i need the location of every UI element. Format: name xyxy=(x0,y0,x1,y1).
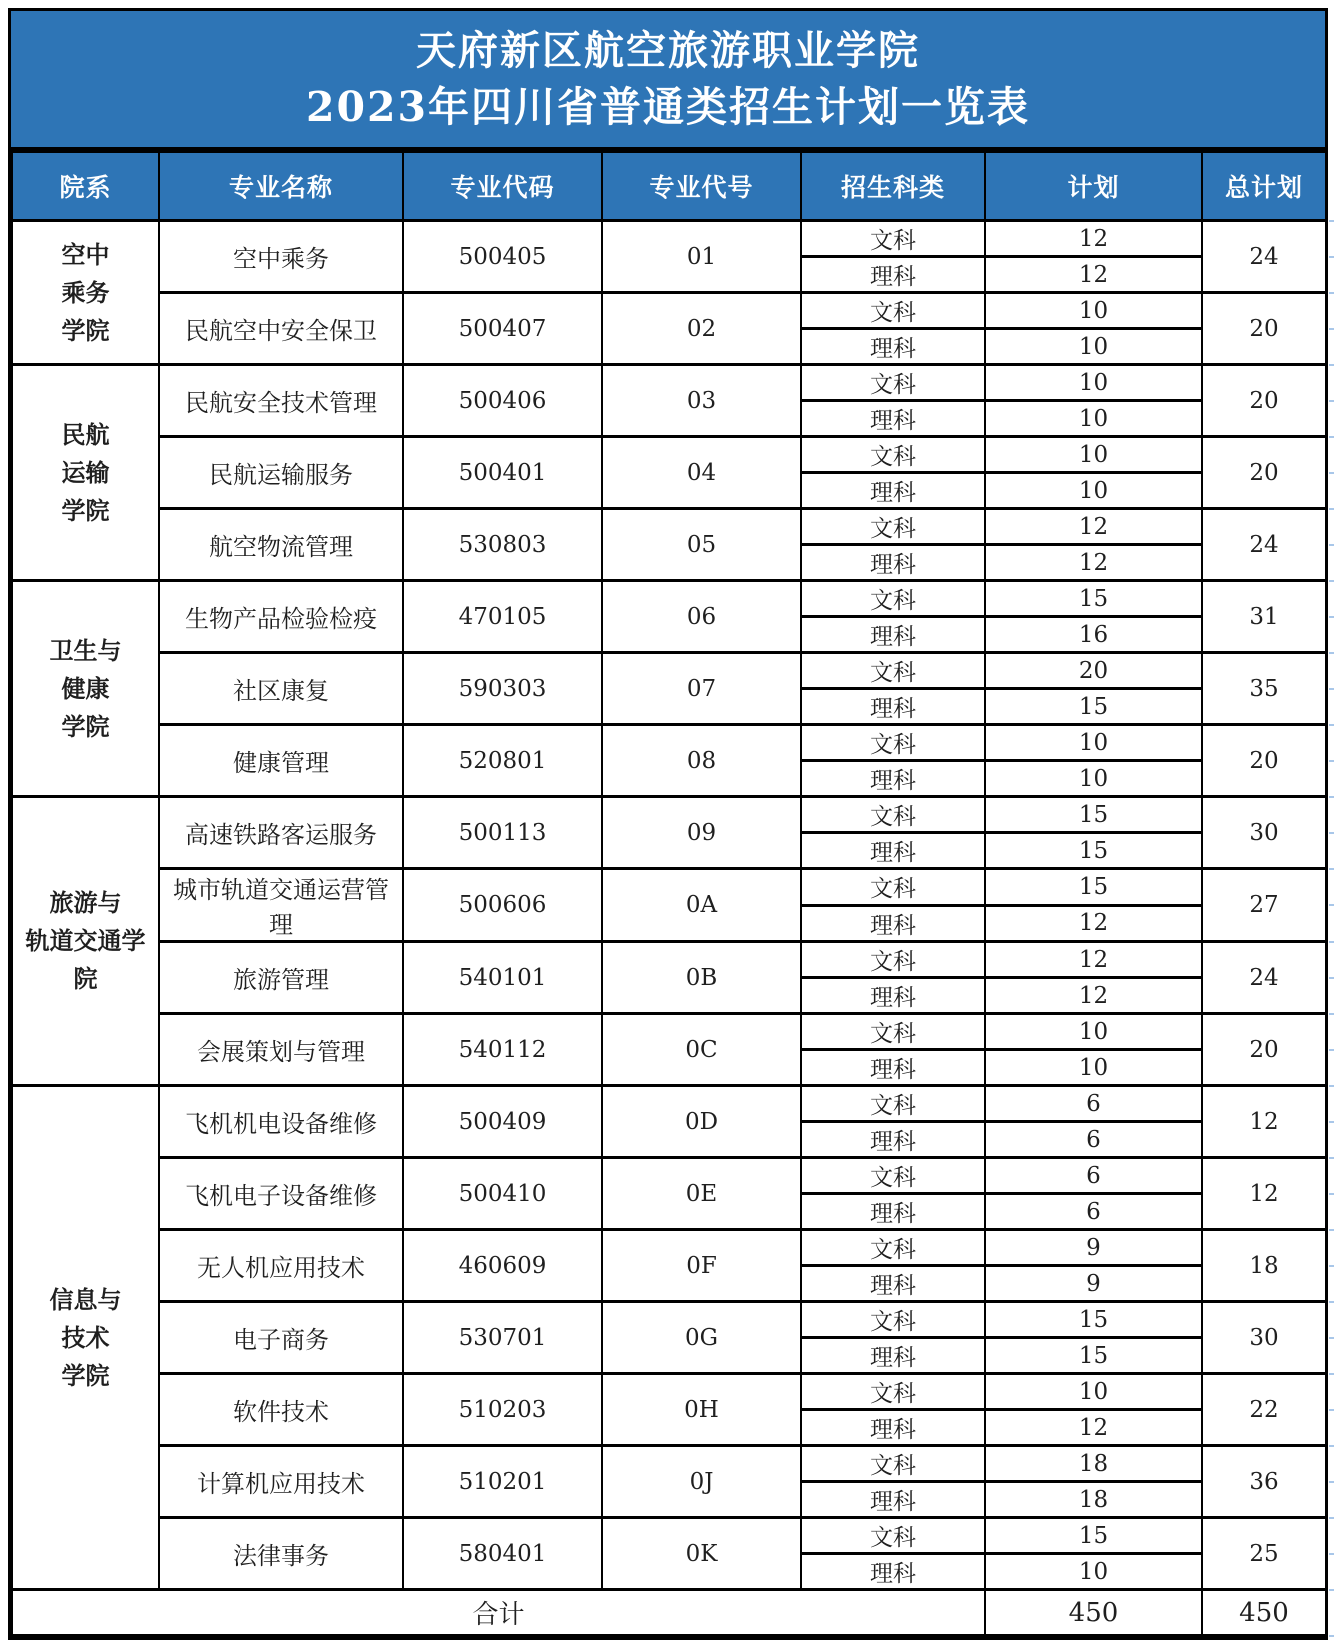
enrollment-plan-sheet xyxy=(8,8,1328,1640)
major-row-arts xyxy=(12,1086,1326,1122)
plan-cell-arts: 10 xyxy=(985,725,1202,761)
row-boundary-tick xyxy=(1329,1301,1334,1303)
plan-cell-arts: 10 xyxy=(985,437,1202,473)
column-header-plan: 计划 xyxy=(985,152,1202,221)
row-boundary-tick xyxy=(1329,400,1334,402)
major-code-cell: 530803 xyxy=(403,509,602,581)
plan-cell-science: 6 xyxy=(985,1122,1202,1158)
row-boundary-tick xyxy=(1329,436,1334,438)
total-grand-value: 450 xyxy=(1202,1590,1326,1636)
total-cell: 20 xyxy=(1202,365,1326,437)
college-name-line: 学院 xyxy=(61,711,110,741)
plan-cell-science: 10 xyxy=(985,1050,1202,1086)
major-code-cell: 500407 xyxy=(403,293,602,365)
plan-cell-science: 15 xyxy=(985,833,1202,869)
major-name-cell: 航空物流管理 xyxy=(159,509,403,581)
college-name-line: 学院 xyxy=(61,315,110,345)
subject-cell-arts: 文科 xyxy=(801,1302,985,1338)
major-row-arts xyxy=(12,1302,1326,1338)
major-num-cell: 01 xyxy=(602,221,801,293)
column-header-major-num: 专业代号 xyxy=(602,152,801,221)
major-row-arts xyxy=(12,1230,1326,1266)
row-boundary-tick xyxy=(1329,941,1334,943)
subject-cell-arts: 文科 xyxy=(801,1158,985,1194)
plan-cell-science: 10 xyxy=(985,473,1202,509)
major-row-arts xyxy=(12,1518,1326,1554)
total-cell: 20 xyxy=(1202,437,1326,509)
major-name-cell: 生物产品检验检疫 xyxy=(159,581,403,653)
row-boundary-tick xyxy=(1329,904,1334,906)
total-row-label: 合计 xyxy=(12,1590,985,1636)
major-row-arts xyxy=(12,293,1326,329)
plan-cell-arts: 15 xyxy=(985,797,1202,833)
plan-cell-science: 9 xyxy=(985,1266,1202,1302)
row-boundary-tick xyxy=(1329,1049,1334,1051)
subject-cell-science: 理科 xyxy=(801,1410,985,1446)
row-boundary-tick xyxy=(1329,1553,1334,1555)
row-boundary-tick xyxy=(1329,1121,1334,1123)
row-boundary-tick xyxy=(1329,1229,1334,1231)
row-boundary-tick xyxy=(1329,616,1334,618)
table-body xyxy=(12,221,1326,1590)
row-boundary-tick xyxy=(1329,1157,1334,1159)
major-code-cell: 530701 xyxy=(403,1302,602,1374)
plan-cell-arts: 15 xyxy=(985,581,1202,617)
row-boundary-tick xyxy=(1329,832,1334,834)
major-num-cell: 0A xyxy=(602,869,801,942)
plan-cell-science: 12 xyxy=(985,978,1202,1014)
column-header-subject-category: 招生科类 xyxy=(801,152,985,221)
college-name-line: 旅游与 xyxy=(49,888,122,917)
plan-cell-arts: 20 xyxy=(985,653,1202,689)
table-header xyxy=(12,152,1326,221)
plan-cell-science: 16 xyxy=(985,617,1202,653)
major-num-cell: 06 xyxy=(602,581,801,653)
major-row-arts xyxy=(12,942,1326,978)
college-cell xyxy=(12,581,159,797)
college-name-line: 技术 xyxy=(61,1322,110,1352)
major-code-cell: 500405 xyxy=(403,221,602,293)
major-name-cell: 电子商务 xyxy=(159,1302,403,1374)
major-name-cell: 民航空中安全保卫 xyxy=(159,293,403,365)
college-name-line: 健康 xyxy=(61,673,110,703)
subject-cell-arts: 文科 xyxy=(801,1014,985,1050)
plan-cell-arts: 9 xyxy=(985,1230,1202,1266)
major-row-arts xyxy=(12,1014,1326,1050)
plan-cell-arts: 10 xyxy=(985,365,1202,401)
subject-cell-arts: 文科 xyxy=(801,509,985,545)
row-boundary-tick xyxy=(1329,472,1334,474)
row-boundary-tick xyxy=(1329,256,1334,258)
total-cell: 22 xyxy=(1202,1374,1326,1446)
major-name-cell: 飞机机电设备维修 xyxy=(159,1086,403,1158)
major-num-cell: 0H xyxy=(602,1374,801,1446)
major-num-cell: 0B xyxy=(602,942,801,1014)
major-name-cell: 飞机电子设备维修 xyxy=(159,1158,403,1230)
college-name-line: 卫生与 xyxy=(49,635,122,665)
major-code-cell: 540101 xyxy=(403,942,602,1014)
plan-cell-arts: 18 xyxy=(985,1446,1202,1482)
subject-cell-arts: 文科 xyxy=(801,725,985,761)
plan-cell-science: 10 xyxy=(985,761,1202,797)
row-boundary-tick xyxy=(1329,1409,1334,1411)
plan-cell-science: 10 xyxy=(985,329,1202,365)
subject-cell-arts: 文科 xyxy=(801,365,985,401)
total-cell: 24 xyxy=(1202,942,1326,1014)
major-name-cell: 软件技术 xyxy=(159,1374,403,1446)
plan-cell-science: 18 xyxy=(985,1482,1202,1518)
major-code-cell: 510203 xyxy=(403,1374,602,1446)
major-row-arts xyxy=(12,221,1326,257)
major-row-arts xyxy=(12,365,1326,401)
plan-cell-science: 15 xyxy=(985,1338,1202,1374)
major-num-cell: 0D xyxy=(602,1086,801,1158)
major-num-cell: 08 xyxy=(602,725,801,797)
total-cell: 35 xyxy=(1202,653,1326,725)
table-footer xyxy=(12,1590,1326,1636)
plan-cell-arts: 10 xyxy=(985,1014,1202,1050)
plan-cell-arts: 6 xyxy=(985,1158,1202,1194)
subject-cell-arts: 文科 xyxy=(801,869,985,906)
college-name-line: 轨道交通学 xyxy=(25,926,146,955)
subject-cell-arts: 文科 xyxy=(801,1230,985,1266)
subject-cell-science: 理科 xyxy=(801,1554,985,1590)
major-code-cell: 500401 xyxy=(403,437,602,509)
row-boundary-tick xyxy=(1329,688,1334,690)
major-row-arts xyxy=(12,509,1326,545)
total-cell: 24 xyxy=(1202,221,1326,293)
plan-cell-arts: 10 xyxy=(985,1374,1202,1410)
major-code-cell: 510201 xyxy=(403,1446,602,1518)
major-code-cell: 500409 xyxy=(403,1086,602,1158)
subject-cell-science: 理科 xyxy=(801,545,985,581)
row-boundary-tick xyxy=(1329,580,1334,582)
major-name-cell: 法律事务 xyxy=(159,1518,403,1590)
major-code-cell: 500410 xyxy=(403,1158,602,1230)
major-num-cell: 05 xyxy=(602,509,801,581)
major-num-cell: 02 xyxy=(602,293,801,365)
row-boundary-tick xyxy=(1329,796,1334,798)
plan-cell-science: 6 xyxy=(985,1194,1202,1230)
row-boundary-tick xyxy=(1329,1193,1334,1195)
college-name-line: 乘务 xyxy=(61,277,110,307)
major-row-arts xyxy=(12,1158,1326,1194)
subject-cell-arts: 文科 xyxy=(801,1374,985,1410)
major-name-cell: 民航运输服务 xyxy=(159,437,403,509)
major-name-cell: 高速铁路客运服务 xyxy=(159,797,403,869)
major-row-arts xyxy=(12,869,1326,906)
subject-cell-science: 理科 xyxy=(801,905,985,942)
column-header-total-plan: 总计划 xyxy=(1202,152,1326,221)
total-row xyxy=(12,1590,1326,1636)
subject-cell-science: 理科 xyxy=(801,1050,985,1086)
major-name-cell: 社区康复 xyxy=(159,653,403,725)
plan-cell-science: 10 xyxy=(985,1554,1202,1590)
major-num-cell: 03 xyxy=(602,365,801,437)
column-header-major-name: 专业名称 xyxy=(159,152,403,221)
major-row-arts xyxy=(12,725,1326,761)
subject-cell-science: 理科 xyxy=(801,329,985,365)
column-header-department: 院系 xyxy=(12,152,159,221)
row-boundary-tick xyxy=(1329,1085,1334,1087)
major-name-cell: 城市轨道交通运营管理 xyxy=(159,869,403,942)
plan-cell-arts: 15 xyxy=(985,869,1202,906)
major-num-cell: 07 xyxy=(602,653,801,725)
total-cell: 27 xyxy=(1202,869,1326,942)
college-title: 天府新区航空旅游职业学院 xyxy=(416,27,920,74)
major-name-cell: 无人机应用技术 xyxy=(159,1230,403,1302)
row-boundary-tick xyxy=(1329,220,1334,222)
total-cell: 25 xyxy=(1202,1518,1326,1590)
major-num-cell: 09 xyxy=(602,797,801,869)
major-name-cell: 计算机应用技术 xyxy=(159,1446,403,1518)
major-row-arts xyxy=(12,1374,1326,1410)
major-name-cell: 健康管理 xyxy=(159,725,403,797)
college-name-line: 民航 xyxy=(61,419,110,449)
row-boundary-tick xyxy=(1329,977,1334,979)
row-boundary-tick xyxy=(1329,1265,1334,1267)
subject-cell-arts: 文科 xyxy=(801,293,985,329)
total-cell: 20 xyxy=(1202,293,1326,365)
total-cell: 24 xyxy=(1202,509,1326,581)
subject-cell-arts: 文科 xyxy=(801,653,985,689)
major-code-cell: 470105 xyxy=(403,581,602,653)
subject-cell-science: 理科 xyxy=(801,401,985,437)
plan-cell-arts: 15 xyxy=(985,1518,1202,1554)
row-boundary-tick xyxy=(1329,724,1334,726)
college-name-line: 信息与 xyxy=(49,1284,122,1314)
major-num-cell: 0F xyxy=(602,1230,801,1302)
major-code-cell: 580401 xyxy=(403,1518,602,1590)
subject-cell-arts: 文科 xyxy=(801,1446,985,1482)
college-name-line: 运输 xyxy=(61,457,110,487)
subject-cell-science: 理科 xyxy=(801,473,985,509)
subject-cell-arts: 文科 xyxy=(801,797,985,833)
major-row-arts xyxy=(12,1446,1326,1482)
subject-cell-science: 理科 xyxy=(801,1482,985,1518)
major-num-cell: 0J xyxy=(602,1446,801,1518)
college-name-line: 学院 xyxy=(61,1360,110,1390)
college-cell xyxy=(12,221,159,365)
row-boundary-tick xyxy=(1329,1517,1334,1519)
plan-cell-arts: 12 xyxy=(985,942,1202,978)
total-plan-value: 450 xyxy=(985,1590,1202,1636)
plan-cell-science: 15 xyxy=(985,689,1202,725)
column-header-major-code: 专业代码 xyxy=(403,152,602,221)
major-name-cell: 会展策划与管理 xyxy=(159,1014,403,1086)
row-boundary-tick xyxy=(1329,868,1334,870)
major-num-cell: 0E xyxy=(602,1158,801,1230)
major-num-cell: 0K xyxy=(602,1518,801,1590)
row-boundary-tick xyxy=(1329,1589,1334,1591)
major-row-arts xyxy=(12,797,1326,833)
major-code-cell: 500113 xyxy=(403,797,602,869)
major-code-cell: 460609 xyxy=(403,1230,602,1302)
row-boundary-tick xyxy=(1329,544,1334,546)
row-boundary-tick xyxy=(1329,292,1334,294)
subject-cell-science: 理科 xyxy=(801,761,985,797)
major-row-arts xyxy=(12,437,1326,473)
header-row xyxy=(12,152,1326,221)
row-boundary-tick xyxy=(1329,508,1334,510)
total-cell: 36 xyxy=(1202,1446,1326,1518)
table-title-block xyxy=(11,11,1325,150)
row-boundary-tick xyxy=(1329,1635,1334,1637)
college-name-line: 院 xyxy=(73,964,98,993)
subject-cell-science: 理科 xyxy=(801,689,985,725)
subject-cell-arts: 文科 xyxy=(801,1086,985,1122)
subject-cell-science: 理科 xyxy=(801,1338,985,1374)
subject-cell-science: 理科 xyxy=(801,1122,985,1158)
plan-cell-science: 10 xyxy=(985,401,1202,437)
subject-cell-science: 理科 xyxy=(801,833,985,869)
major-num-cell: 04 xyxy=(602,437,801,509)
major-num-cell: 0C xyxy=(602,1014,801,1086)
subject-cell-science: 理科 xyxy=(801,617,985,653)
college-cell xyxy=(12,1086,159,1590)
enrollment-table xyxy=(11,150,1327,1637)
major-code-cell: 520801 xyxy=(403,725,602,797)
row-boundary-tick xyxy=(1329,1013,1334,1015)
subject-cell-science: 理科 xyxy=(801,257,985,293)
major-code-cell: 590303 xyxy=(403,653,602,725)
total-cell: 30 xyxy=(1202,797,1326,869)
plan-table-subtitle: 2023年四川省普通类招生计划一览表 xyxy=(305,83,1031,131)
college-name-line: 空中 xyxy=(61,239,110,269)
major-code-cell: 500606 xyxy=(403,869,602,942)
total-cell: 20 xyxy=(1202,1014,1326,1086)
row-boundary-tick xyxy=(1329,1337,1334,1339)
major-name-cell: 空中乘务 xyxy=(159,221,403,293)
plan-cell-arts: 6 xyxy=(985,1086,1202,1122)
plan-cell-arts: 15 xyxy=(985,1302,1202,1338)
plan-cell-science: 12 xyxy=(985,545,1202,581)
total-cell: 18 xyxy=(1202,1230,1326,1302)
row-boundary-tick xyxy=(1329,328,1334,330)
major-code-cell: 500406 xyxy=(403,365,602,437)
row-boundary-tick xyxy=(1329,1481,1334,1483)
row-boundary-tick xyxy=(1329,760,1334,762)
subject-cell-science: 理科 xyxy=(801,1266,985,1302)
total-cell: 30 xyxy=(1202,1302,1326,1374)
total-cell: 12 xyxy=(1202,1086,1326,1158)
college-cell xyxy=(12,365,159,581)
subject-cell-arts: 文科 xyxy=(801,1518,985,1554)
subject-cell-arts: 文科 xyxy=(801,437,985,473)
row-boundary-tick xyxy=(1329,652,1334,654)
major-row-arts xyxy=(12,581,1326,617)
total-cell: 31 xyxy=(1202,581,1326,653)
major-name-cell: 旅游管理 xyxy=(159,942,403,1014)
subject-cell-arts: 文科 xyxy=(801,581,985,617)
subject-cell-arts: 文科 xyxy=(801,942,985,978)
subject-cell-arts: 文科 xyxy=(801,221,985,257)
row-boundary-tick xyxy=(1329,1445,1334,1447)
row-boundary-tick xyxy=(1329,1373,1334,1375)
row-boundary-tick xyxy=(1329,364,1334,366)
major-name-cell: 民航安全技术管理 xyxy=(159,365,403,437)
plan-cell-science: 12 xyxy=(985,257,1202,293)
college-name-line: 学院 xyxy=(61,495,110,525)
subject-cell-science: 理科 xyxy=(801,978,985,1014)
major-row-arts xyxy=(12,653,1326,689)
plan-cell-arts: 12 xyxy=(985,221,1202,257)
subject-cell-science: 理科 xyxy=(801,1194,985,1230)
total-cell: 20 xyxy=(1202,725,1326,797)
plan-cell-arts: 12 xyxy=(985,509,1202,545)
total-cell: 12 xyxy=(1202,1158,1326,1230)
plan-cell-science: 12 xyxy=(985,1410,1202,1446)
plan-cell-arts: 10 xyxy=(985,293,1202,329)
plan-cell-science: 12 xyxy=(985,905,1202,942)
major-num-cell: 0G xyxy=(602,1302,801,1374)
major-code-cell: 540112 xyxy=(403,1014,602,1086)
college-cell xyxy=(12,797,159,1086)
